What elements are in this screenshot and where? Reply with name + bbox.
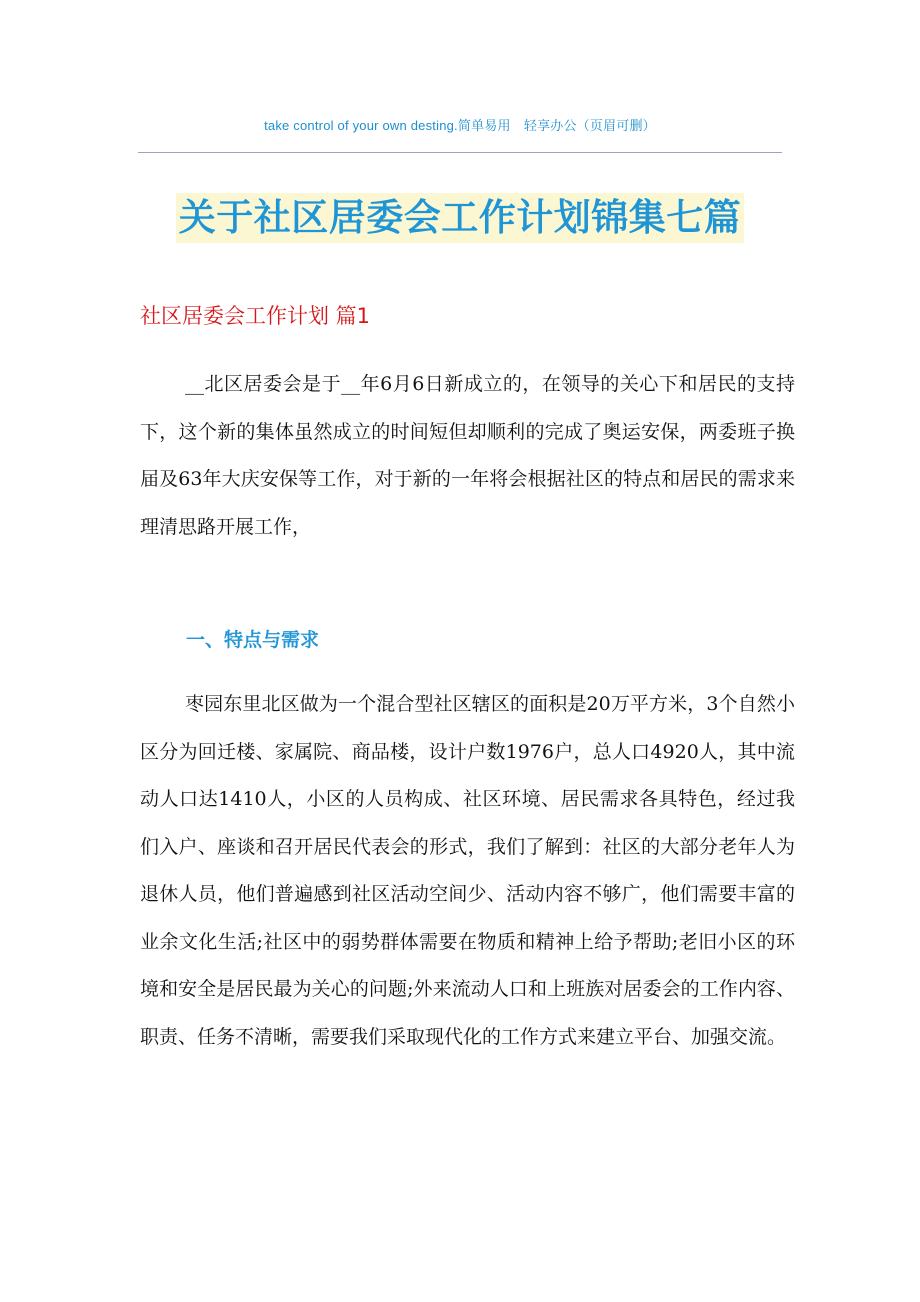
paragraph-1: __北区居委会是于__年6月6日新成立的，在领导的关心下和居民的支持下，这个新的集体虽然成立的时间短但却顺利的完成了奥运安保，两委班子换届及63年大庆安保等工作，对于新的一年将会根据社区的特点和居民的需求来理清思路开展工作， <box>140 373 795 538</box>
document-title: 关于社区居委会工作计划锦集七篇 <box>176 193 745 243</box>
page-header: take control of your own desting.简单易用 轻享办公（页眉可删） <box>264 118 656 133</box>
section-heading: 社区居委会工作计划 篇1 <box>140 304 371 328</box>
subheading-features-and-needs: 一、特点与需求 <box>186 629 320 651</box>
header-divider <box>138 152 782 153</box>
paragraph-2: 枣园东里北区做为一个混合型社区辖区的面积是20万平方米，3个自然小区分为回迁楼、家属院、商品楼，设计户数1976户，总人口4920人，其中流动人口达1410人，小区的人员构成、社区环境、居民需求各具特色，经过我们入户、座谈和召开居民代表会的形式，我们了解到：社区的大部分老年人为退休人员，他们普遍感到社区活动空间少、活动内容不够广，他们需要丰富的业余文化生活;社区中的弱势群体需要在物质和精神上给予帮助;老旧小区的环境和安全是居民最为关心的问题;外来流动人口和上班族对居委会的工作内容、职责、任务不清晰，需要我们采取现代化的工作方式来建立平台、加强交流。 <box>140 693 795 1048</box>
document-title-block <box>0 193 920 243</box>
